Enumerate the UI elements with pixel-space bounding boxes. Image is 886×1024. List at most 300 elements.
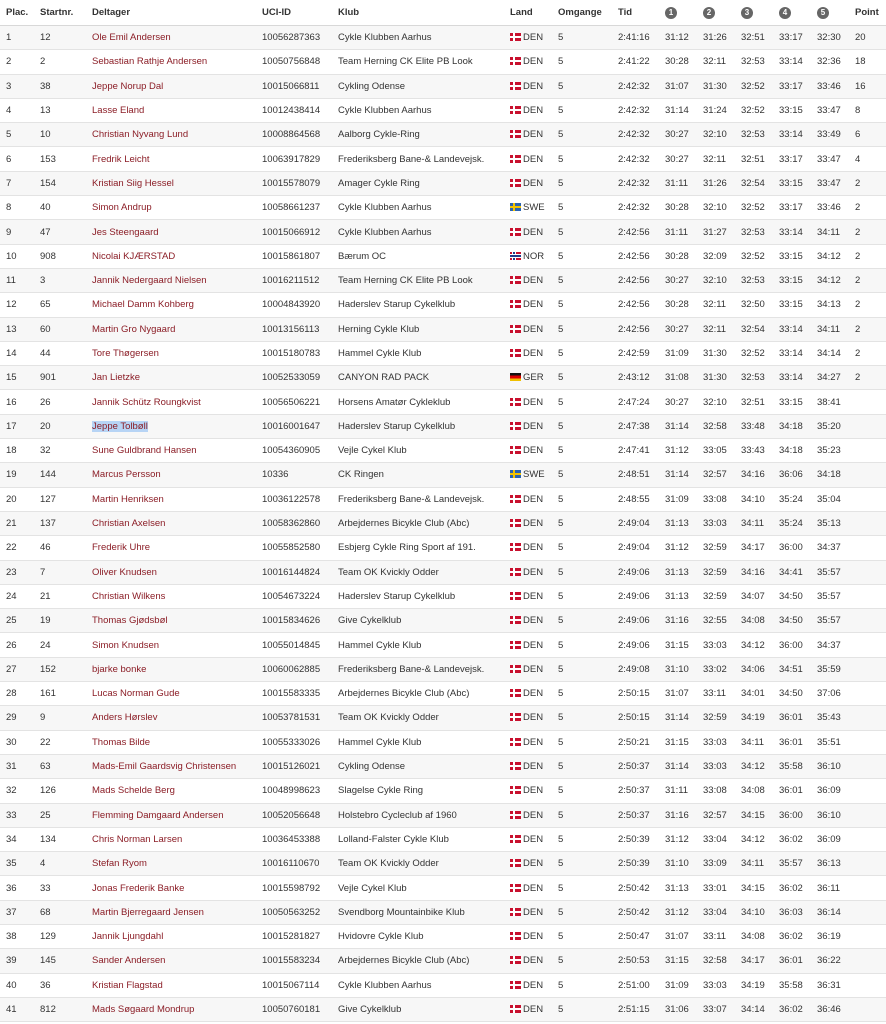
cell-point [849, 633, 886, 657]
cell-land [504, 293, 552, 317]
den-flag-icon [510, 981, 521, 989]
cell-name [86, 706, 256, 730]
cell-land [504, 98, 552, 122]
cell-lap-3: 34:11 [735, 852, 773, 876]
table-row [0, 196, 886, 220]
table-row [0, 511, 886, 535]
cell-land [504, 268, 552, 292]
country-code: DEN [523, 445, 544, 457]
cell-point [849, 852, 886, 876]
cell-lap-5: 35:23 [811, 439, 849, 463]
rider-link[interactable]: Jes Steengaard [92, 226, 159, 238]
cell-point: 4 [849, 147, 886, 171]
cell-lap-4: 36:01 [773, 779, 811, 803]
cell-uci: 10015583234 [256, 949, 332, 973]
rider-link[interactable]: Mads Søgaard Mondrup [92, 1004, 195, 1016]
cell-lap-1: 31:13 [659, 511, 697, 535]
col-plac[interactable]: Plac. [0, 0, 34, 26]
cell-club: Haderslev Starup Cykelklub [332, 584, 504, 608]
country-code: DEN [523, 809, 544, 821]
cell-lap-2: 32:58 [697, 949, 735, 973]
cell-land [504, 123, 552, 147]
cell-tid: 2:50:47 [612, 924, 659, 948]
col-lap-4[interactable] [773, 0, 811, 26]
cell-point [849, 803, 886, 827]
cell-plac: 31 [0, 754, 34, 778]
cell-startnr: 13 [34, 98, 86, 122]
cell-land [504, 609, 552, 633]
cell-lap-4: 33:15 [773, 171, 811, 195]
rider-link[interactable]: Michael Damm Kohberg [92, 299, 194, 311]
cell-startnr: 20 [34, 414, 86, 438]
cell-point [849, 949, 886, 973]
cell-lap-2: 33:11 [697, 924, 735, 948]
cell-point [849, 827, 886, 851]
den-flag-icon [510, 859, 521, 867]
cell-lap-4: 33:17 [773, 74, 811, 98]
table-row [0, 900, 886, 924]
cell-name [86, 439, 256, 463]
rider-link[interactable]: Jan Lietzke [92, 372, 141, 384]
cell-point: 2 [849, 341, 886, 365]
cell-plac: 37 [0, 900, 34, 924]
den-flag-icon [510, 179, 521, 187]
col-startnr[interactable]: Startnr. [34, 0, 86, 26]
cell-lap-2: 32:57 [697, 803, 735, 827]
cell-lap-2: 33:03 [697, 730, 735, 754]
cell-club: Hammel Cykle Klub [332, 341, 504, 365]
col-point[interactable]: Point [849, 0, 886, 26]
col-lap-1[interactable] [659, 0, 697, 26]
cell-land [504, 317, 552, 341]
cell-omgange: 5 [552, 123, 612, 147]
cell-land [504, 584, 552, 608]
rider-link[interactable]: Martin Gro Nygaard [92, 323, 176, 335]
rider-link[interactable]: Oliver Knudsen [92, 566, 157, 578]
cell-lap-3: 32:54 [735, 317, 773, 341]
cell-land [504, 220, 552, 244]
cell-plac: 27 [0, 657, 34, 681]
cell-uci: 10015583335 [256, 682, 332, 706]
table-row [0, 244, 886, 268]
rider-link[interactable]: Lasse Eland [92, 105, 145, 117]
cell-lap-5: 35:04 [811, 487, 849, 511]
rider-link[interactable]: Mads-Emil Gaardsvig Christensen [92, 761, 237, 773]
cell-point: 2 [849, 196, 886, 220]
cell-name [86, 390, 256, 414]
cell-lap-2: 31:30 [697, 341, 735, 365]
cell-lap-4: 33:15 [773, 244, 811, 268]
cell-uci: 10015598792 [256, 876, 332, 900]
den-flag-icon [510, 325, 521, 333]
cell-lap-1: 31:14 [659, 754, 697, 778]
cell-omgange: 5 [552, 317, 612, 341]
country-code: GER [523, 372, 544, 384]
cell-startnr: 47 [34, 220, 86, 244]
den-flag-icon [510, 738, 521, 746]
rider-link[interactable]: Simon Knudsen [92, 639, 160, 651]
cell-uci: 10055852580 [256, 536, 332, 560]
cell-lap-4: 33:14 [773, 317, 811, 341]
cell-omgange: 5 [552, 390, 612, 414]
cell-lap-5: 35:57 [811, 609, 849, 633]
lap-5-badge: 5 [817, 7, 829, 19]
country-code: DEN [523, 348, 544, 359]
cell-lap-3: 32:53 [735, 220, 773, 244]
cell-club: Hammel Cykle Klub [332, 730, 504, 754]
cell-startnr: 137 [34, 511, 86, 535]
cell-lap-4: 33:15 [773, 98, 811, 122]
cell-lap-1: 30:27 [659, 147, 697, 171]
cell-plac: 26 [0, 633, 34, 657]
den-flag-icon [510, 908, 521, 916]
cell-omgange: 5 [552, 511, 612, 535]
rider-link[interactable]: Jonas Frederik Banke [92, 882, 185, 894]
col-lap-3[interactable] [735, 0, 773, 26]
col-klub[interactable]: Klub [332, 0, 504, 26]
cell-name [86, 463, 256, 487]
cell-point: 2 [849, 244, 886, 268]
country-code: DEN [523, 931, 544, 943]
table-row [0, 317, 886, 341]
cell-point [849, 706, 886, 730]
cell-land [504, 511, 552, 535]
rider-link[interactable]: Nicolai KJÆRSTAD [92, 250, 176, 262]
col-omgange[interactable]: Omgange [552, 0, 612, 26]
den-flag-icon [510, 300, 521, 308]
col-lap-5[interactable] [811, 0, 849, 26]
cell-lap-2: 33:04 [697, 827, 735, 851]
cell-point [849, 657, 886, 681]
cell-lap-1: 31:14 [659, 414, 697, 438]
rider-link[interactable]: Kristian Flagstad [92, 979, 163, 991]
cell-lap-5: 33:47 [811, 147, 849, 171]
table-row [0, 366, 886, 390]
cell-uci: 10053781531 [256, 706, 332, 730]
country-code: DEN [523, 906, 544, 918]
den-flag-icon [510, 932, 521, 940]
country-code: DEN [523, 1004, 544, 1016]
cell-land [504, 876, 552, 900]
cell-club: Give Cykelklub [332, 997, 504, 1021]
rider-link[interactable]: Sander Andersen [92, 955, 166, 967]
col-land[interactable]: Land [504, 0, 552, 26]
cell-name [86, 98, 256, 122]
rider-link[interactable]: Martin Bjerregaard Jensen [92, 906, 204, 918]
country-code: DEN [523, 663, 544, 675]
cell-startnr: 40 [34, 196, 86, 220]
cell-lap-3: 32:54 [735, 171, 773, 195]
cell-land [504, 730, 552, 754]
rider-link[interactable]: Jannik Ljungdahl [92, 931, 164, 943]
cell-lap-3: 32:52 [735, 196, 773, 220]
table-row [0, 463, 886, 487]
cell-lap-1: 31:15 [659, 633, 697, 657]
cell-lap-1: 31:14 [659, 98, 697, 122]
rider-link[interactable]: Christian Axelsen [92, 518, 166, 530]
cell-tid: 2:47:41 [612, 439, 659, 463]
cell-land [504, 536, 552, 560]
cell-uci: 10063917829 [256, 147, 332, 171]
cell-startnr: 63 [34, 754, 86, 778]
cell-lap-4: 34:50 [773, 682, 811, 706]
cell-lap-3: 32:51 [735, 147, 773, 171]
rider-link[interactable]: Tore Thøgersen [92, 348, 159, 359]
rider-link[interactable]: Jeppe Norup Dal [92, 80, 164, 92]
cell-plac: 2 [0, 50, 34, 74]
cell-plac: 40 [0, 973, 34, 997]
cell-lap-2: 32:10 [697, 390, 735, 414]
cell-point: 16 [849, 74, 886, 98]
country-code: DEN [523, 736, 544, 748]
cell-lap-1: 31:13 [659, 560, 697, 584]
cell-plac: 21 [0, 511, 34, 535]
cell-lap-4: 35:57 [773, 852, 811, 876]
cell-lap-5: 36:19 [811, 924, 849, 948]
rider-link[interactable]: Sune Guldbrand Hansen [92, 445, 197, 457]
cell-uci: 10054673224 [256, 584, 332, 608]
cell-lap-5: 36:46 [811, 997, 849, 1021]
cell-plac: 5 [0, 123, 34, 147]
rider-link[interactable]: Frederik Uhre [92, 542, 151, 554]
cell-lap-1: 30:27 [659, 317, 697, 341]
cell-uci: 10054360905 [256, 439, 332, 463]
rider-link[interactable]: Marcus Persson [92, 469, 161, 481]
rider-link[interactable]: Christian Wilkens [92, 590, 166, 602]
cell-club: Arbejdernes Bicykle Club (Abc) [332, 949, 504, 973]
rider-link[interactable]: Ole Emil Andersen [92, 32, 171, 44]
cell-club: Esbjerg Cykle Ring Sport af 191. [332, 536, 504, 560]
table-row [0, 803, 886, 827]
cell-tid: 2:50:21 [612, 730, 659, 754]
cell-omgange: 5 [552, 196, 612, 220]
cell-tid: 2:49:06 [612, 560, 659, 584]
rider-link[interactable]: Thomas Gjødsbøl [92, 615, 168, 627]
rider-link[interactable]: Lucas Norman Gude [92, 688, 180, 700]
country-code: DEN [523, 882, 544, 894]
cell-omgange: 5 [552, 657, 612, 681]
cell-lap-3: 34:08 [735, 924, 773, 948]
cell-lap-1: 31:07 [659, 924, 697, 948]
cell-lap-2: 32:11 [697, 50, 735, 74]
cell-lap-1: 31:12 [659, 439, 697, 463]
cell-uci: 10050563252 [256, 900, 332, 924]
table-row [0, 147, 886, 171]
cell-lap-3: 32:52 [735, 341, 773, 365]
cell-club: Cykle Klubben Aarhus [332, 220, 504, 244]
cell-plac: 13 [0, 317, 34, 341]
cell-lap-1: 31:15 [659, 949, 697, 973]
cell-lap-5: 36:09 [811, 827, 849, 851]
cell-lap-4: 35:24 [773, 487, 811, 511]
den-flag-icon [510, 786, 521, 794]
cell-lap-3: 34:17 [735, 949, 773, 973]
col-uci[interactable]: UCI-ID [256, 0, 332, 26]
cell-lap-5: 36:22 [811, 949, 849, 973]
cell-lap-5: 34:13 [811, 293, 849, 317]
cell-lap-3: 34:06 [735, 657, 773, 681]
rider-link[interactable]: Stefan Ryom [92, 858, 147, 870]
cell-lap-2: 33:03 [697, 754, 735, 778]
rider-link[interactable]: Jannik Nedergaard Nielsen [92, 275, 207, 287]
cell-lap-4: 33:15 [773, 268, 811, 292]
cell-lap-1: 31:15 [659, 730, 697, 754]
country-code: DEN [523, 542, 544, 554]
cell-point [849, 876, 886, 900]
cell-lap-3: 34:16 [735, 560, 773, 584]
rider-link[interactable]: Jeppe Tolbøll [92, 420, 148, 432]
rider-link[interactable]: Jannik Schütz Roungkvist [92, 396, 201, 408]
cell-lap-1: 31:16 [659, 803, 697, 827]
cell-club: Cykle Klubben Aarhus [332, 196, 504, 220]
cell-uci: 10016110670 [256, 852, 332, 876]
cell-tid: 2:50:42 [612, 876, 659, 900]
cell-plac: 6 [0, 147, 34, 171]
cell-uci: 10016211512 [256, 268, 332, 292]
cell-lap-1: 31:11 [659, 171, 697, 195]
cell-tid: 2:50:42 [612, 900, 659, 924]
cell-lap-2: 32:11 [697, 317, 735, 341]
cell-club: Arbejdernes Bicykle Club (Abc) [332, 682, 504, 706]
rider-link[interactable]: Mads Schelde Berg [92, 785, 175, 797]
rider-link[interactable]: Sebastian Rathje Andersen [92, 56, 208, 68]
table-row [0, 74, 886, 98]
cell-plac: 18 [0, 439, 34, 463]
den-flag-icon [510, 106, 521, 114]
cell-omgange: 5 [552, 609, 612, 633]
cell-omgange: 5 [552, 26, 612, 50]
cell-lap-4: 36:00 [773, 633, 811, 657]
table-row [0, 50, 886, 74]
rider-link[interactable]: Simon Andrup [92, 202, 152, 214]
cell-club: Vejle Cykel Klub [332, 439, 504, 463]
cell-lap-5: 36:11 [811, 876, 849, 900]
cell-point [849, 924, 886, 948]
country-code: DEN [523, 105, 544, 117]
rider-link[interactable]: bjarke bonke [92, 663, 147, 675]
cell-plac: 15 [0, 366, 34, 390]
cell-plac: 38 [0, 924, 34, 948]
den-flag-icon [510, 130, 521, 138]
cell-lap-4: 33:14 [773, 341, 811, 365]
cell-name [86, 852, 256, 876]
cell-name [86, 827, 256, 851]
cell-omgange: 5 [552, 682, 612, 706]
cell-lap-3: 32:53 [735, 123, 773, 147]
rider-link[interactable]: Kristian Siig Hessel [92, 177, 174, 189]
cell-lap-4: 36:02 [773, 876, 811, 900]
cell-omgange: 5 [552, 827, 612, 851]
cell-lap-1: 31:11 [659, 220, 697, 244]
cell-omgange: 5 [552, 560, 612, 584]
cell-tid: 2:48:51 [612, 463, 659, 487]
cell-club: Cykle Klubben Aarhus [332, 98, 504, 122]
cell-lap-3: 32:52 [735, 74, 773, 98]
cell-tid: 2:42:32 [612, 196, 659, 220]
cell-club: Slagelse Cykle Ring [332, 779, 504, 803]
cell-club: Amager Cykle Ring [332, 171, 504, 195]
cell-lap-3: 34:17 [735, 536, 773, 560]
cell-startnr: 38 [34, 74, 86, 98]
cell-point [849, 390, 886, 414]
cell-club: Cykle Klubben Aarhus [332, 973, 504, 997]
cell-lap-5: 36:10 [811, 803, 849, 827]
col-tid[interactable]: Tid [612, 0, 659, 26]
cell-lap-4: 36:00 [773, 803, 811, 827]
country-code: SWE [523, 469, 545, 481]
table-row [0, 730, 886, 754]
cell-lap-5: 35:57 [811, 584, 849, 608]
cell-lap-2: 32:59 [697, 706, 735, 730]
rider-link[interactable]: Thomas Bilde [92, 736, 151, 748]
cell-tid: 2:50:53 [612, 949, 659, 973]
rider-link[interactable]: Christian Nyvang Lund [92, 129, 189, 141]
cell-uci: 10058362860 [256, 511, 332, 535]
cell-name [86, 220, 256, 244]
cell-lap-3: 34:08 [735, 779, 773, 803]
cell-uci: 10008864568 [256, 123, 332, 147]
cell-lap-4: 36:02 [773, 924, 811, 948]
cell-lap-4: 36:01 [773, 730, 811, 754]
cell-omgange: 5 [552, 852, 612, 876]
cell-plac: 9 [0, 220, 34, 244]
cell-startnr: 152 [34, 657, 86, 681]
den-flag-icon [510, 713, 521, 721]
cell-uci: 10036122578 [256, 487, 332, 511]
cell-club: Lolland-Falster Cykle Klub [332, 827, 504, 851]
cell-lap-2: 33:01 [697, 876, 735, 900]
cell-club: Bærum OC [332, 244, 504, 268]
cell-lap-1: 31:09 [659, 973, 697, 997]
cell-plac: 14 [0, 341, 34, 365]
country-code: DEN [523, 518, 544, 530]
col-deltager[interactable]: Deltager [86, 0, 256, 26]
cell-lap-1: 31:11 [659, 779, 697, 803]
cell-plac: 25 [0, 609, 34, 633]
cell-name [86, 293, 256, 317]
rider-link[interactable]: Fredrik Leicht [92, 153, 150, 165]
cell-uci: 10048998623 [256, 779, 332, 803]
cell-omgange: 5 [552, 803, 612, 827]
cell-lap-2: 32:59 [697, 536, 735, 560]
table-row [0, 973, 886, 997]
country-code: DEN [523, 153, 544, 165]
country-code: DEN [523, 833, 544, 845]
table-row [0, 560, 886, 584]
cell-tid: 2:49:04 [612, 536, 659, 560]
col-lap-2[interactable] [697, 0, 735, 26]
cell-lap-5: 36:13 [811, 852, 849, 876]
cell-name [86, 511, 256, 535]
cell-name [86, 876, 256, 900]
rider-link[interactable]: Flemming Damgaard Andersen [92, 809, 224, 821]
cell-omgange: 5 [552, 244, 612, 268]
rider-link[interactable]: Anders Hørslev [92, 712, 158, 724]
country-code: DEN [523, 420, 544, 432]
cell-lap-3: 34:10 [735, 487, 773, 511]
cell-lap-1: 30:28 [659, 196, 697, 220]
country-code: DEN [523, 639, 544, 651]
den-flag-icon [510, 228, 521, 236]
table-header [0, 0, 886, 26]
cell-lap-4: 36:02 [773, 997, 811, 1021]
cell-name [86, 924, 256, 948]
rider-link[interactable]: Chris Norman Larsen [92, 833, 183, 845]
cell-startnr: 161 [34, 682, 86, 706]
cell-land [504, 779, 552, 803]
rider-link[interactable]: Martin Henriksen [92, 493, 164, 505]
cell-lap-5: 34:27 [811, 366, 849, 390]
